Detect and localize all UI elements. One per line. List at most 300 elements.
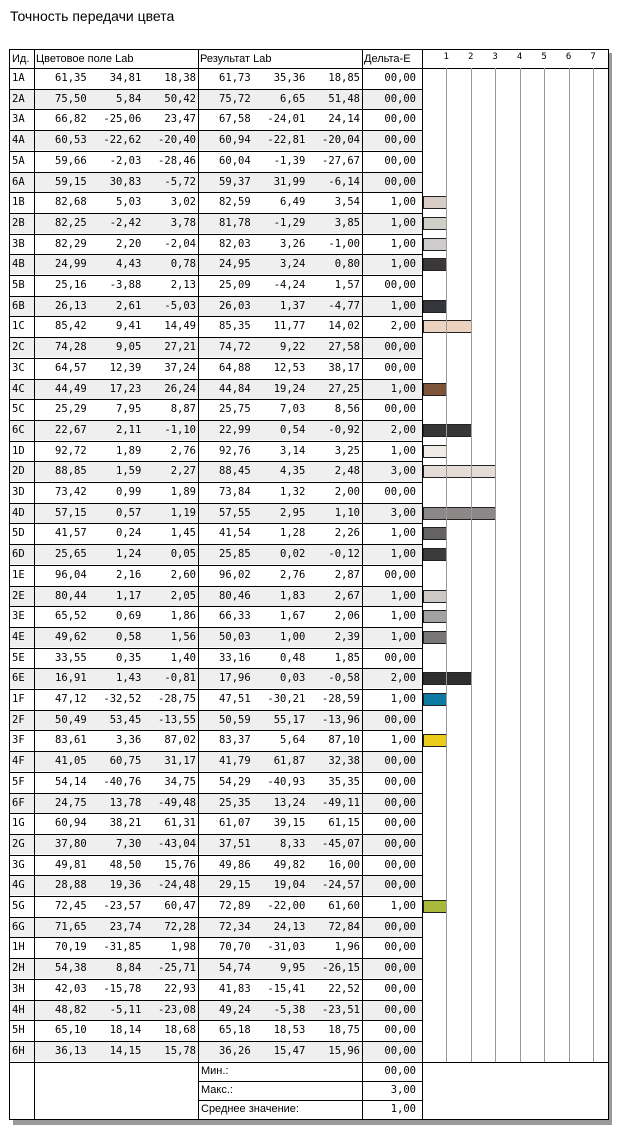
row-id: 3E — [12, 610, 25, 623]
result-value: 49,24 — [219, 1003, 251, 1016]
row-id: 5C — [12, 403, 25, 416]
reference-value: 37,80 — [55, 837, 87, 850]
reference-value: -31,85 — [103, 941, 142, 954]
axis-tick-label: 7 — [590, 52, 596, 62]
reference-value: 16,91 — [55, 672, 87, 685]
result-value: 41,79 — [219, 755, 251, 768]
reference-value: 54,14 — [55, 775, 87, 788]
row-id: 2F — [12, 713, 25, 726]
result-value: 74,72 — [219, 341, 251, 354]
result-value: 12,53 — [273, 361, 306, 374]
delta-e-bar — [423, 527, 447, 540]
delta-e-bar — [423, 217, 447, 230]
delta-e-value: 00,00 — [384, 941, 416, 954]
reference-value: 50,49 — [55, 713, 87, 726]
reference-value: 23,47 — [164, 113, 196, 126]
chart-gridline — [520, 68, 521, 1062]
row-id: 1C — [12, 320, 25, 333]
reference-value: 96,04 — [55, 568, 87, 581]
result-value: 49,82 — [273, 858, 306, 871]
delta-e-value: 00,00 — [384, 1003, 416, 1016]
reference-value: 71,65 — [55, 920, 87, 933]
reference-value: 38,21 — [109, 817, 142, 830]
reference-value: 1,19 — [170, 506, 196, 519]
row-id: 3F — [12, 734, 25, 747]
row-id: 5D — [12, 527, 25, 540]
row-id: 3D — [12, 486, 25, 498]
reference-value: 47,12 — [55, 693, 87, 705]
reference-value: 41,57 — [55, 527, 87, 540]
result-value: 65,18 — [219, 1024, 251, 1037]
result-value: 1,10 — [334, 506, 360, 519]
row-id: 1H — [12, 941, 25, 954]
reference-value: 2,27 — [170, 465, 196, 478]
delta-e-value: 00,00 — [384, 1044, 416, 1057]
reference-value: 26,13 — [55, 299, 87, 312]
delta-e-bar — [423, 424, 472, 437]
result-value: -6,14 — [328, 175, 360, 188]
delta-e-bar — [423, 320, 472, 333]
result-value: 4,35 — [280, 465, 306, 478]
result-value: 24,14 — [328, 113, 360, 126]
result-value: 32,38 — [328, 755, 360, 768]
delta-e-bar — [423, 548, 447, 561]
result-value: 33,16 — [219, 651, 251, 664]
delta-e-value: 00,00 — [384, 403, 416, 416]
result-value: 6,65 — [280, 92, 306, 105]
reference-value: 50,42 — [164, 92, 196, 105]
result-value: 72,89 — [219, 900, 251, 912]
reference-value: -5,72 — [164, 175, 196, 188]
row-id: 1D — [12, 444, 25, 457]
result-value: 7,03 — [280, 403, 306, 416]
footer-max-value: 3,00 — [390, 1083, 416, 1096]
reference-value: 60,47 — [164, 900, 196, 912]
delta-e-value: 00,00 — [384, 175, 416, 188]
result-value: 9,22 — [280, 341, 306, 354]
result-value: 11,77 — [273, 320, 306, 333]
result-value: 15,47 — [273, 1044, 306, 1057]
result-value: 41,83 — [219, 982, 251, 995]
reference-value: 0,58 — [116, 630, 142, 643]
row-id: 2E — [12, 589, 25, 602]
result-value: -49,11 — [322, 796, 360, 809]
row-id: 5H — [12, 1024, 25, 1037]
reference-value: -23,57 — [103, 900, 142, 912]
reference-value: 13,78 — [109, 796, 142, 809]
delta-e-value: 00,00 — [384, 134, 416, 147]
reference-value: 8,84 — [116, 962, 142, 975]
reference-value: 48,82 — [55, 1003, 87, 1016]
result-value: 37,51 — [219, 837, 251, 850]
result-value: 3,54 — [334, 196, 360, 209]
result-value: -1,29 — [273, 216, 306, 229]
reference-value: 82,25 — [55, 216, 87, 229]
reference-value: 60,94 — [55, 817, 87, 830]
result-value: 60,94 — [219, 134, 251, 147]
reference-value: 1,86 — [170, 610, 196, 623]
result-value: -27,67 — [322, 154, 360, 167]
result-value: 59,37 — [219, 175, 251, 188]
delta-e-value: 00,00 — [384, 755, 416, 768]
delta-e-value: 00,00 — [384, 920, 416, 933]
result-value: 3,25 — [334, 444, 360, 457]
reference-value: 41,05 — [55, 755, 87, 768]
result-value: 3,24 — [280, 258, 306, 271]
result-value: 47,51 — [219, 693, 251, 705]
reference-value: -5,03 — [164, 299, 196, 312]
chart-gridline — [471, 68, 472, 1062]
reference-value: -2,42 — [109, 216, 142, 229]
reference-value: -5,11 — [109, 1003, 142, 1016]
reference-value: 1,59 — [116, 465, 142, 478]
result-value: 83,37 — [219, 734, 251, 747]
reference-value: 31,17 — [164, 755, 196, 768]
reference-value: 61,31 — [164, 817, 196, 830]
result-value: 18,85 — [328, 72, 360, 84]
axis-tick-label: 1 — [443, 52, 449, 62]
reference-value: 88,85 — [55, 465, 87, 478]
result-value: 1,96 — [334, 941, 360, 954]
result-value: -28,59 — [322, 693, 360, 705]
reference-value: 7,30 — [116, 837, 142, 850]
result-value: 25,35 — [219, 796, 251, 809]
axis-tick-label: 4 — [516, 52, 523, 62]
result-value: -4,24 — [273, 279, 306, 291]
result-value: 1,00 — [280, 630, 306, 643]
row-id: 5A — [12, 154, 25, 167]
reference-value: 1,17 — [116, 589, 142, 602]
result-value: 19,24 — [273, 382, 306, 395]
delta-e-value: 00,00 — [384, 568, 416, 581]
row-id: 4A — [12, 134, 25, 147]
result-value: 61,87 — [273, 755, 306, 768]
delta-e-bar — [423, 507, 496, 520]
result-value: 13,24 — [273, 796, 306, 809]
reference-value: -43,04 — [158, 837, 196, 850]
delta-e-value: 1,00 — [390, 548, 416, 561]
result-value: 41,54 — [219, 527, 251, 540]
reference-value: 1,89 — [116, 444, 142, 457]
delta-e-value: 1,00 — [390, 258, 416, 271]
reference-value: 18,38 — [164, 72, 196, 84]
delta-e-value: 00,00 — [384, 817, 416, 830]
reference-value: -15,78 — [103, 982, 142, 995]
delta-e-value: 00,00 — [384, 113, 416, 126]
reference-value: 1,56 — [170, 630, 196, 643]
result-value: -1,00 — [328, 237, 360, 250]
result-value: 54,29 — [219, 775, 251, 788]
result-value: -23,51 — [322, 1003, 360, 1016]
result-value: 6,49 — [280, 196, 306, 209]
reference-value: 74,28 — [55, 341, 87, 354]
delta-e-bar — [423, 900, 447, 913]
result-value: 0,54 — [280, 423, 306, 436]
result-value: -0,12 — [328, 548, 360, 561]
reference-value: 70,19 — [55, 941, 87, 954]
result-value: 75,72 — [219, 92, 251, 105]
result-value: 0,03 — [280, 672, 306, 685]
result-value: 2,26 — [334, 527, 360, 540]
reference-value: 34,75 — [164, 775, 196, 788]
reference-value: 36,13 — [55, 1044, 87, 1057]
header-delta-e: Дельта-E — [364, 53, 411, 65]
row-id: 4C — [12, 382, 25, 395]
reference-value: 2,16 — [116, 568, 142, 581]
result-value: 18,53 — [273, 1024, 306, 1037]
reference-value: 0,57 — [116, 506, 142, 519]
row-id: 6H — [12, 1044, 25, 1057]
result-value: 2,39 — [334, 630, 360, 643]
result-value: 67,58 — [219, 113, 251, 126]
reference-value: 9,41 — [116, 320, 142, 333]
reference-value: 73,42 — [55, 486, 87, 498]
row-id: 2B — [12, 216, 25, 229]
reference-value: 27,21 — [164, 341, 196, 354]
reference-value: 5,84 — [116, 92, 142, 105]
row-id: 1E — [12, 568, 25, 581]
chart-gridline — [446, 68, 447, 1062]
reference-value: 44,49 — [55, 382, 87, 395]
reference-value: 5,03 — [116, 196, 142, 209]
row-id: 2H — [12, 962, 25, 975]
row-id: 5E — [12, 651, 25, 664]
reference-value: 2,20 — [116, 237, 142, 250]
result-value: 70,70 — [219, 941, 251, 954]
reference-value: 2,11 — [116, 423, 142, 436]
result-value: 66,33 — [219, 610, 251, 623]
column-divider — [34, 50, 35, 1119]
reference-value: 0,05 — [170, 548, 196, 561]
result-value: 16,00 — [328, 858, 360, 871]
delta-e-value: 1,00 — [390, 299, 416, 312]
delta-e-bar — [423, 590, 447, 603]
delta-e-value: 00,00 — [384, 1024, 416, 1037]
result-value: 60,04 — [219, 154, 251, 167]
axis-tick-label: 3 — [492, 52, 498, 62]
footer-min-value: 00,00 — [384, 1064, 416, 1077]
result-value: 24,95 — [219, 258, 251, 271]
row-id: 1F — [12, 693, 25, 705]
result-value: 1,83 — [280, 589, 306, 602]
result-value: 38,17 — [328, 361, 360, 374]
result-value: 50,03 — [219, 630, 251, 643]
delta-e-value: 1,00 — [390, 900, 416, 912]
result-value: -0,58 — [328, 672, 360, 685]
result-value: -0,92 — [328, 423, 360, 436]
result-value: 92,76 — [219, 444, 251, 457]
delta-e-value: 1,00 — [390, 630, 416, 643]
row-id: 3B — [12, 237, 25, 250]
result-value: 85,35 — [219, 320, 251, 333]
delta-e-value: 00,00 — [384, 962, 416, 975]
reference-value: 66,82 — [55, 113, 87, 126]
delta-e-value: 00,00 — [384, 92, 416, 105]
delta-e-value: 3,00 — [390, 465, 416, 478]
result-value: 61,73 — [219, 72, 251, 84]
delta-e-bar — [423, 610, 447, 623]
row-id: 1G — [12, 817, 25, 830]
delta-e-value: 1,00 — [390, 589, 416, 602]
reference-value: 1,98 — [170, 941, 196, 954]
reference-value: 8,87 — [170, 403, 196, 416]
row-id: 6F — [12, 796, 25, 809]
row-id: 1A — [12, 72, 25, 84]
result-value: 61,15 — [328, 817, 360, 830]
result-value: 17,96 — [219, 672, 251, 685]
row-id: 5F — [12, 775, 25, 788]
reference-value: 30,83 — [109, 175, 142, 188]
reference-value: -22,62 — [103, 134, 142, 147]
delta-e-value: 1,00 — [390, 196, 416, 209]
delta-e-value: 00,00 — [384, 279, 416, 291]
result-value: 44,84 — [219, 382, 251, 395]
reference-value: 92,72 — [55, 444, 87, 457]
row-id: 4E — [12, 630, 25, 643]
result-value: 54,74 — [219, 962, 251, 975]
reference-value: 72,45 — [55, 900, 87, 912]
result-value: 22,52 — [328, 982, 360, 995]
result-value: 35,36 — [273, 72, 306, 84]
delta-e-value: 00,00 — [384, 72, 416, 84]
reference-value: 61,35 — [55, 72, 87, 84]
reference-value: 1,45 — [170, 527, 196, 540]
result-value: 57,55 — [219, 506, 251, 519]
result-value: 0,02 — [280, 548, 306, 561]
reference-value: 82,68 — [55, 196, 87, 209]
result-value: 25,09 — [219, 279, 251, 291]
reference-value: 49,62 — [55, 630, 87, 643]
delta-e-value: 1,00 — [390, 693, 416, 705]
result-value: 82,59 — [219, 196, 251, 209]
delta-e-value: 00,00 — [384, 775, 416, 788]
row-id: 2D — [12, 465, 25, 478]
result-value: 1,57 — [334, 279, 360, 291]
axis-tick-label: 5 — [541, 52, 547, 62]
reference-value: 25,16 — [55, 279, 87, 291]
reference-value: -23,08 — [158, 1003, 196, 1016]
delta-e-bar — [423, 445, 447, 458]
reference-value: 54,38 — [55, 962, 87, 975]
result-value: 50,59 — [219, 713, 251, 726]
row-id: 3H — [12, 982, 25, 995]
result-value: 0,48 — [280, 651, 306, 664]
result-value: 26,03 — [219, 299, 251, 312]
row-id: 3C — [12, 361, 25, 374]
result-value: 36,26 — [219, 1044, 251, 1057]
delta-e-bar — [423, 693, 447, 706]
row-id: 2A — [12, 92, 25, 105]
result-value: 61,60 — [328, 900, 360, 912]
reference-value: 25,29 — [55, 403, 87, 416]
result-value: 55,17 — [273, 713, 306, 726]
delta-e-value: 1,00 — [390, 444, 416, 457]
result-value: 25,75 — [219, 403, 251, 416]
result-value: 72,84 — [328, 920, 360, 933]
row-id: 5G — [12, 900, 25, 912]
column-divider — [198, 50, 199, 1119]
reference-value: 18,68 — [164, 1024, 196, 1037]
delta-e-value: 00,00 — [384, 837, 416, 850]
header-result: Результат Lab — [200, 53, 272, 65]
result-value: 1,28 — [280, 527, 306, 540]
result-value: 64,88 — [219, 361, 251, 374]
reference-value: 2,13 — [170, 279, 196, 291]
delta-e-value: 00,00 — [384, 858, 416, 871]
result-value: 9,95 — [280, 962, 306, 975]
header-id: Ид. — [12, 53, 30, 65]
reference-value: 42,03 — [55, 982, 87, 995]
delta-e-value: 00,00 — [384, 796, 416, 809]
reference-value: 14,15 — [109, 1044, 142, 1057]
delta-e-bar — [423, 196, 447, 209]
page-title: Точность передачи цвета — [10, 8, 175, 24]
result-value: -22,81 — [267, 134, 306, 147]
row-id: 4F — [12, 755, 25, 768]
result-value: -20,04 — [322, 134, 360, 147]
footer-average-value: 1,00 — [390, 1102, 416, 1115]
axis-tick-label: 2 — [467, 52, 474, 62]
reference-value: -49,48 — [158, 796, 196, 809]
reference-value: 48,50 — [109, 858, 142, 871]
reference-value: 0,35 — [116, 651, 142, 664]
reference-value: 25,65 — [55, 548, 87, 561]
reference-value: 9,05 — [116, 341, 142, 354]
reference-value: -32,52 — [103, 693, 142, 705]
reference-value: -20,40 — [158, 134, 196, 147]
result-value: 80,46 — [219, 589, 251, 602]
result-value: 3,85 — [334, 216, 360, 229]
result-value: 1,37 — [280, 299, 306, 312]
delta-e-value: 1,00 — [390, 382, 416, 395]
result-value: 61,07 — [219, 817, 251, 830]
result-value: -4,77 — [328, 299, 360, 312]
row-id: 4B — [12, 258, 25, 271]
delta-e-value: 2,00 — [390, 672, 416, 685]
chart-gridline — [593, 68, 594, 1062]
row-id: 4G — [12, 879, 25, 892]
reference-value: 19,36 — [109, 879, 142, 892]
result-value: 2,06 — [334, 610, 360, 623]
delta-e-bar — [423, 734, 447, 747]
delta-e-bar — [423, 465, 496, 478]
delta-e-value: 00,00 — [384, 713, 416, 726]
reference-value: -28,75 — [158, 693, 196, 705]
reference-value: 1,89 — [170, 486, 196, 498]
result-value: -30,21 — [267, 693, 306, 705]
reference-value: 15,76 — [164, 858, 196, 871]
result-value: 49,86 — [219, 858, 251, 871]
result-value: 19,04 — [273, 879, 306, 892]
result-value: 2,76 — [280, 568, 306, 581]
result-value: -40,93 — [267, 775, 306, 788]
reference-value: -24,48 — [158, 879, 196, 892]
result-value: -22,00 — [267, 900, 306, 912]
row-id: 6C — [12, 423, 25, 436]
result-value: -45,07 — [322, 837, 360, 850]
reference-value: 83,61 — [55, 734, 87, 747]
chart-gridline — [495, 68, 496, 1062]
reference-value: 7,95 — [116, 403, 142, 416]
reference-value: 57,15 — [55, 506, 87, 519]
reference-value: 49,81 — [55, 858, 87, 871]
reference-value: 59,15 — [55, 175, 87, 188]
reference-value: 53,45 — [109, 713, 142, 726]
result-value: 18,75 — [328, 1024, 360, 1037]
delta-e-value: 2,00 — [390, 320, 416, 333]
delta-e-bar — [423, 672, 472, 685]
row-id: 6E — [12, 672, 25, 685]
